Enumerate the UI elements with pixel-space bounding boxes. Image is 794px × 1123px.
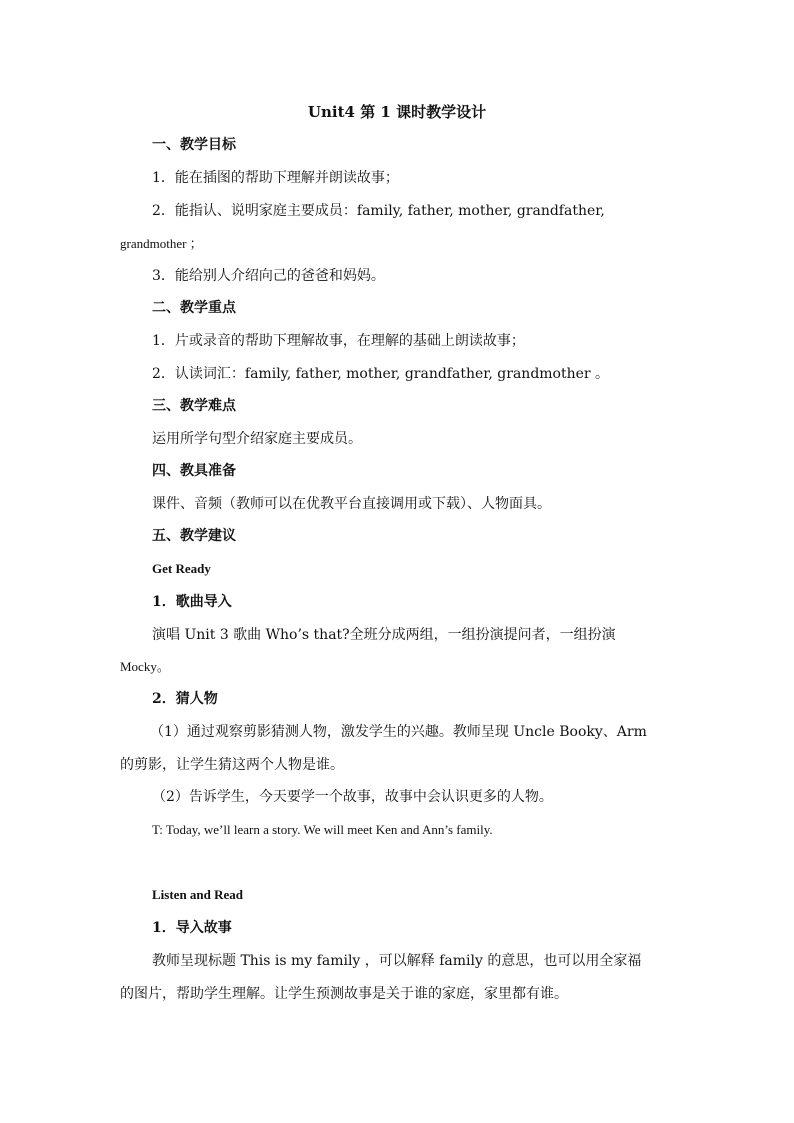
subheading-song: 1．歌曲导入 [152, 594, 232, 610]
page-title: Unit4 第 1 课时教学设计 [307, 103, 487, 121]
guess-step-1: （1）通过观察剪影猜测人物，激发学生的兴趣。教师呈现 Uncle Booky、Arm [150, 724, 647, 740]
story-intro-text-cont: 的图片，帮助学生理解。让学生预测故事是关于谁的家庭，家里都有谁。 [120, 986, 568, 1002]
section-heading-materials: 四、教具准备 [152, 463, 236, 479]
song-text: 演唱 Unit 3 歌曲 Who’s that?全班分成两组，一组扮演提问者，一组扮演 [152, 627, 616, 643]
section-heading-suggestions: 五、教学建议 [152, 528, 236, 544]
objective-item-1: 1．能在插图的帮助下理解并朗读故事； [152, 170, 399, 186]
song-text-cont: Mocky。 [120, 659, 170, 674]
subheading-story-intro: 1．导入故事 [152, 920, 232, 936]
objective-item-2-cont: grandmother ； [120, 236, 203, 251]
subheading-guess: 2．猜人物 [152, 691, 218, 707]
subheading-get-ready: Get Ready [152, 561, 211, 576]
section-heading-difficulties: 三、教学难点 [152, 398, 236, 414]
guess-step-2: （2）告诉学生，今天要学一个故事，故事中会认识更多的人物。 [152, 789, 553, 805]
key-point-2: 2．认读词汇：family, father, mother, grandfather, grandmother 。 [152, 366, 610, 382]
teacher-line: T: Today, we’ll learn a story. We will meet Ken and Ann’s family. [152, 822, 493, 837]
section-heading-key-points: 二、教学重点 [152, 300, 236, 316]
guess-step-1-cont: 的剪影，让学生猜这两个人物是谁。 [120, 757, 344, 773]
key-point-1: 1．片或录音的帮助下理解故事，在理解的基础上朗读故事； [152, 333, 525, 349]
subheading-listen-and-read: Listen and Read [152, 887, 244, 902]
objective-item-3: 3．能给别人介绍向己的爸爸和妈妈。 [152, 268, 385, 284]
difficulty-text: 运用所学句型介绍家庭主要成员。 [152, 431, 362, 447]
materials-text: 课件、音频（教师可以在优教平台直接调用或下载）、人物面具。 [152, 496, 551, 512]
objective-item-2: 2．能指认、说明家庭主要成员：family, father, mother, grandfather, [152, 203, 605, 219]
story-intro-text: 教师呈现标题 This is my family ，可以解释 family 的意思，也可以用全家福 [152, 953, 642, 969]
section-heading-objectives: 一、教学目标 [152, 137, 236, 153]
